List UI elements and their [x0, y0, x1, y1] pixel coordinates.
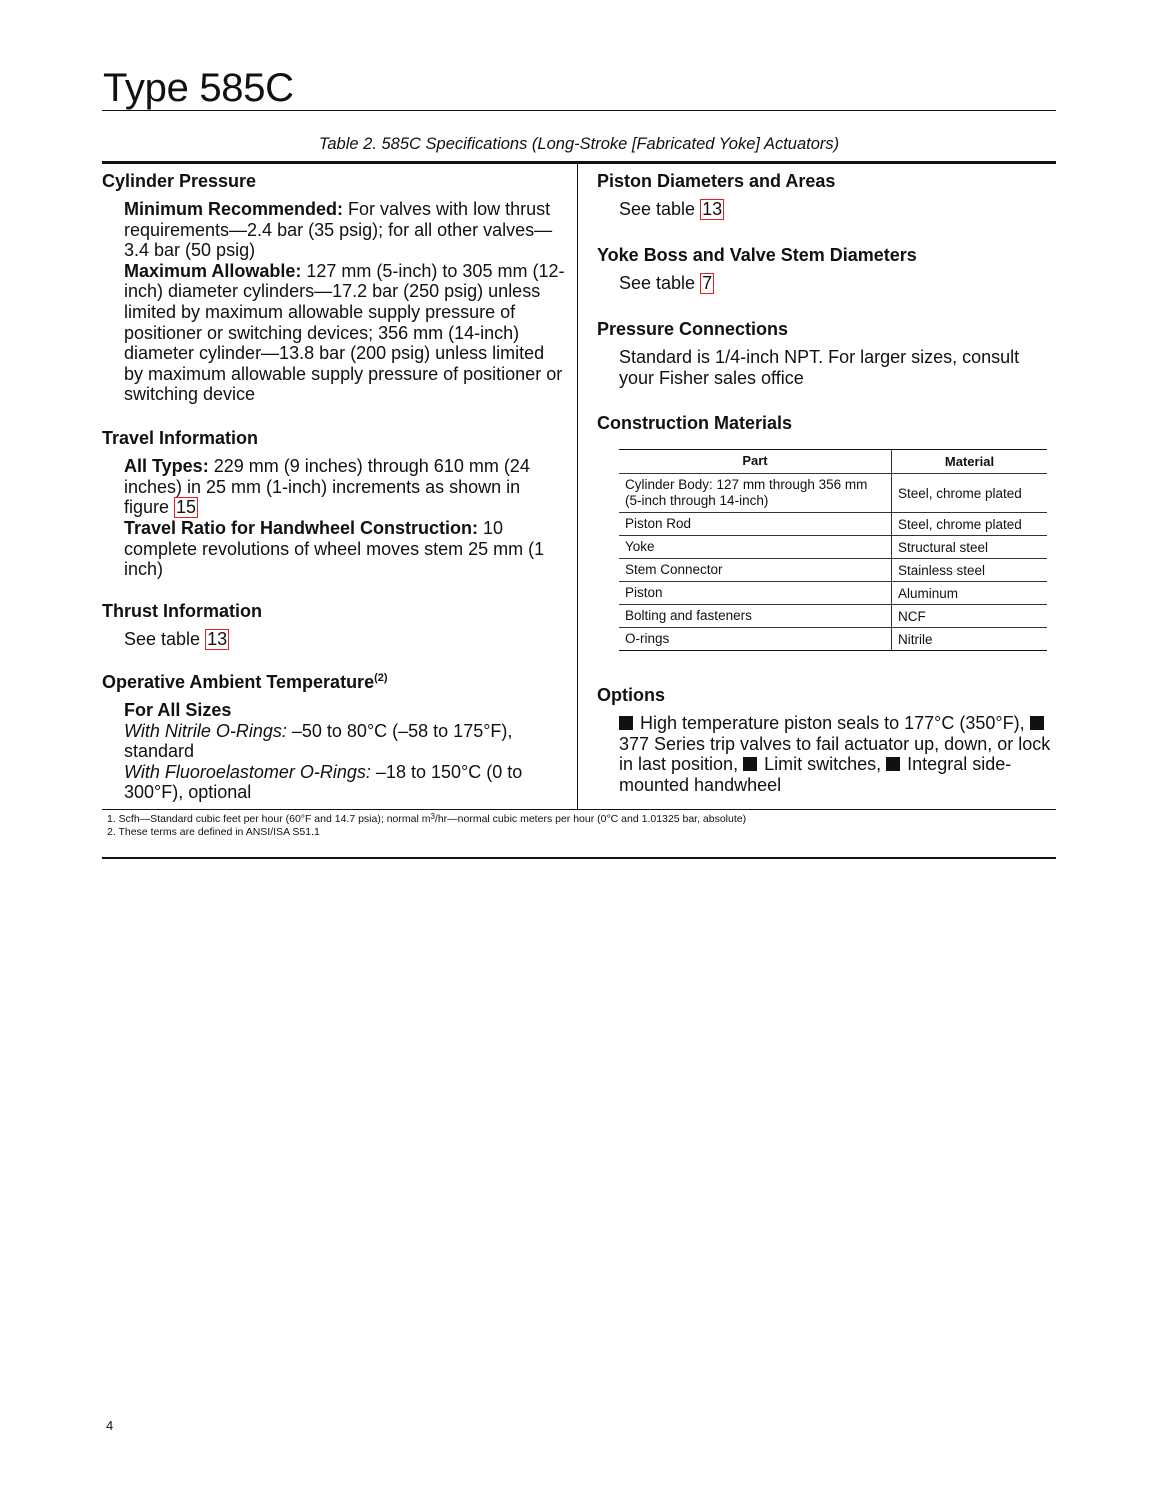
figure-15-link[interactable]: 15 [176, 497, 197, 518]
table-header-row [619, 450, 1047, 474]
footnote-2-ref: (2) [374, 671, 388, 684]
page-number: 4 [106, 1418, 114, 1433]
min-text: For valves with low thrust requirements—2.4 bar (35 psig); for all other valves—3.4 bar (50 psig) [124, 199, 553, 261]
thrust-text: See table [124, 628, 206, 649]
bullet-square-icon [619, 716, 633, 730]
ambient-heading-text: Operative Ambient Temperature [102, 671, 375, 692]
option-item: High temperature piston seals to 177°C (350°F), [640, 713, 1025, 734]
column-divider [577, 164, 578, 809]
piston-heading: Piston Diameters and Areas [597, 171, 836, 191]
table-row [619, 536, 1047, 559]
max-text: 127 mm (5-inch) to 305 mm (12-inch) diameter cylinders—17.2 bar (250 psig) unless limited by maximum allowable supply pressure of positioner or switching devices; 356 mm (14-inch) diameter cylinder—13.8 bar (200 psig) unless limited by maximum allowable supply pressure of positioner or switching device [124, 260, 565, 405]
yoke-body [597, 273, 1056, 294]
table-row [619, 513, 1047, 536]
footnote-2: 2. These terms are defined in ANSI/ISA S51.1 [107, 825, 320, 838]
bullet-square-icon [1030, 716, 1044, 730]
footnote-1 [107, 813, 746, 826]
part-cell: Yoke [619, 536, 892, 559]
all-types-text: 229 mm (9 inches) through 610 mm (24 inches) in 25 mm (1-inch) increments as shown in figure [124, 455, 530, 518]
nitrile-label: With Nitrile O-Rings: [124, 720, 287, 741]
table-13-link[interactable]: 13 [702, 199, 723, 219]
option-item: Integral side-mounted handwheel [619, 754, 1012, 795]
ambient-temperature-heading [102, 671, 568, 693]
right-column [597, 170, 1056, 796]
table-row [619, 582, 1047, 605]
left-column [102, 170, 568, 803]
part-cell: Bolting and fasteners [619, 605, 892, 628]
max-label: Maximum Allowable: [124, 260, 302, 281]
yoke-text: See table [619, 273, 701, 293]
table-bottom-rule [102, 857, 1056, 859]
footnote-1-sup: 3 [430, 812, 435, 821]
fluoro-text: –18 to 150°C (0 to 300°F), optional [124, 761, 523, 803]
table-13-link[interactable]: 13 [207, 628, 228, 649]
options-list [619, 713, 1056, 795]
minimum-recommended [124, 199, 568, 261]
material-cell: Structural steel [892, 536, 1048, 559]
footnote-1-text: 1. Scfh—Standard cubic feet per hour (60°F and 14.7 psia); normal m [107, 813, 431, 825]
footnote-1-text-end: /hr—normal cubic meters per hour (0°C and 1.01325 bar, absolute) [434, 813, 747, 825]
column-header-part: Part [619, 450, 892, 474]
material-cell: Nitrile [892, 628, 1048, 651]
travel-ratio-label: Travel Ratio for Handwheel Construction: [124, 518, 479, 539]
page-title: Type 585C [103, 66, 294, 110]
option-item: 377 Series trip valves to fail actuator up, down, or lock in last position, [619, 733, 1051, 775]
thrust-body [102, 629, 568, 650]
option-item: Limit switches, [764, 754, 882, 775]
footnotes [107, 813, 746, 838]
thrust-heading: Thrust Information [102, 600, 262, 621]
for-all-sizes: For All Sizes [124, 699, 232, 720]
header-rule [102, 110, 1056, 111]
min-label: Minimum Recommended: [124, 199, 344, 219]
pressure-connections-text: Standard is 1/4-inch NPT. For larger sizes, consult your Fisher sales office [619, 347, 1020, 388]
footnote-rule [102, 809, 1056, 810]
construction-materials-heading: Construction Materials [597, 413, 793, 434]
travel-heading: Travel Information [102, 427, 259, 448]
pressure-connections-heading: Pressure Connections [597, 319, 789, 339]
travel-body [102, 456, 568, 580]
nitrile-text: –50 to 80°C (–58 to 175°F), standard [124, 720, 513, 762]
fluoro-rings [124, 762, 568, 803]
travel-ratio-text: 10 complete revolutions of wheel moves stem 25 mm (1 inch) [124, 518, 545, 580]
part-cell: Stem Connector [619, 559, 892, 582]
all-types-label: All Types: [124, 455, 209, 476]
piston-text: See table [619, 199, 701, 219]
table-row [619, 559, 1047, 582]
materials-table [619, 449, 1047, 651]
table-caption: Table 2. 585C Specifications (Long-Stroke [Fabricated Yoke] Actuators) [318, 135, 840, 153]
pressure-connections-body [597, 347, 1056, 388]
table-row [619, 628, 1047, 651]
all-types [124, 456, 568, 518]
material-cell: NCF [892, 605, 1048, 628]
material-cell: Steel, chrome plated [892, 513, 1048, 536]
table-row [619, 605, 1047, 628]
material-cell: Aluminum [892, 582, 1048, 605]
cylinder-pressure-body [102, 199, 568, 405]
part-cell: O-rings [619, 628, 892, 651]
bullet-square-icon [886, 757, 900, 771]
bullet-square-icon [743, 757, 757, 771]
table-row [619, 474, 1047, 513]
options-body [597, 713, 1056, 795]
table-7-link[interactable]: 7 [702, 273, 713, 293]
yoke-heading: Yoke Boss and Valve Stem Diameters [597, 245, 917, 265]
fluoro-label: With Fluoroelastomer O-Rings: [124, 761, 371, 782]
part-cell: Piston [619, 582, 892, 605]
material-cell: Stainless steel [892, 559, 1048, 582]
options-heading: Options [597, 685, 665, 706]
travel-ratio [124, 518, 568, 580]
piston-body [597, 199, 1056, 220]
part-cell: Piston Rod [619, 513, 892, 536]
column-header-material: Material [892, 450, 1048, 474]
cylinder-pressure-heading: Cylinder Pressure [102, 171, 257, 191]
ambient-body [102, 700, 568, 803]
table-top-rule [102, 161, 1056, 164]
part-cell: Cylinder Body: 127 mm through 356 mm (5-inch through 14-inch) [619, 474, 892, 513]
maximum-allowable [124, 261, 568, 405]
material-cell: Steel, chrome plated [892, 474, 1048, 513]
nitrile-rings [124, 721, 568, 762]
